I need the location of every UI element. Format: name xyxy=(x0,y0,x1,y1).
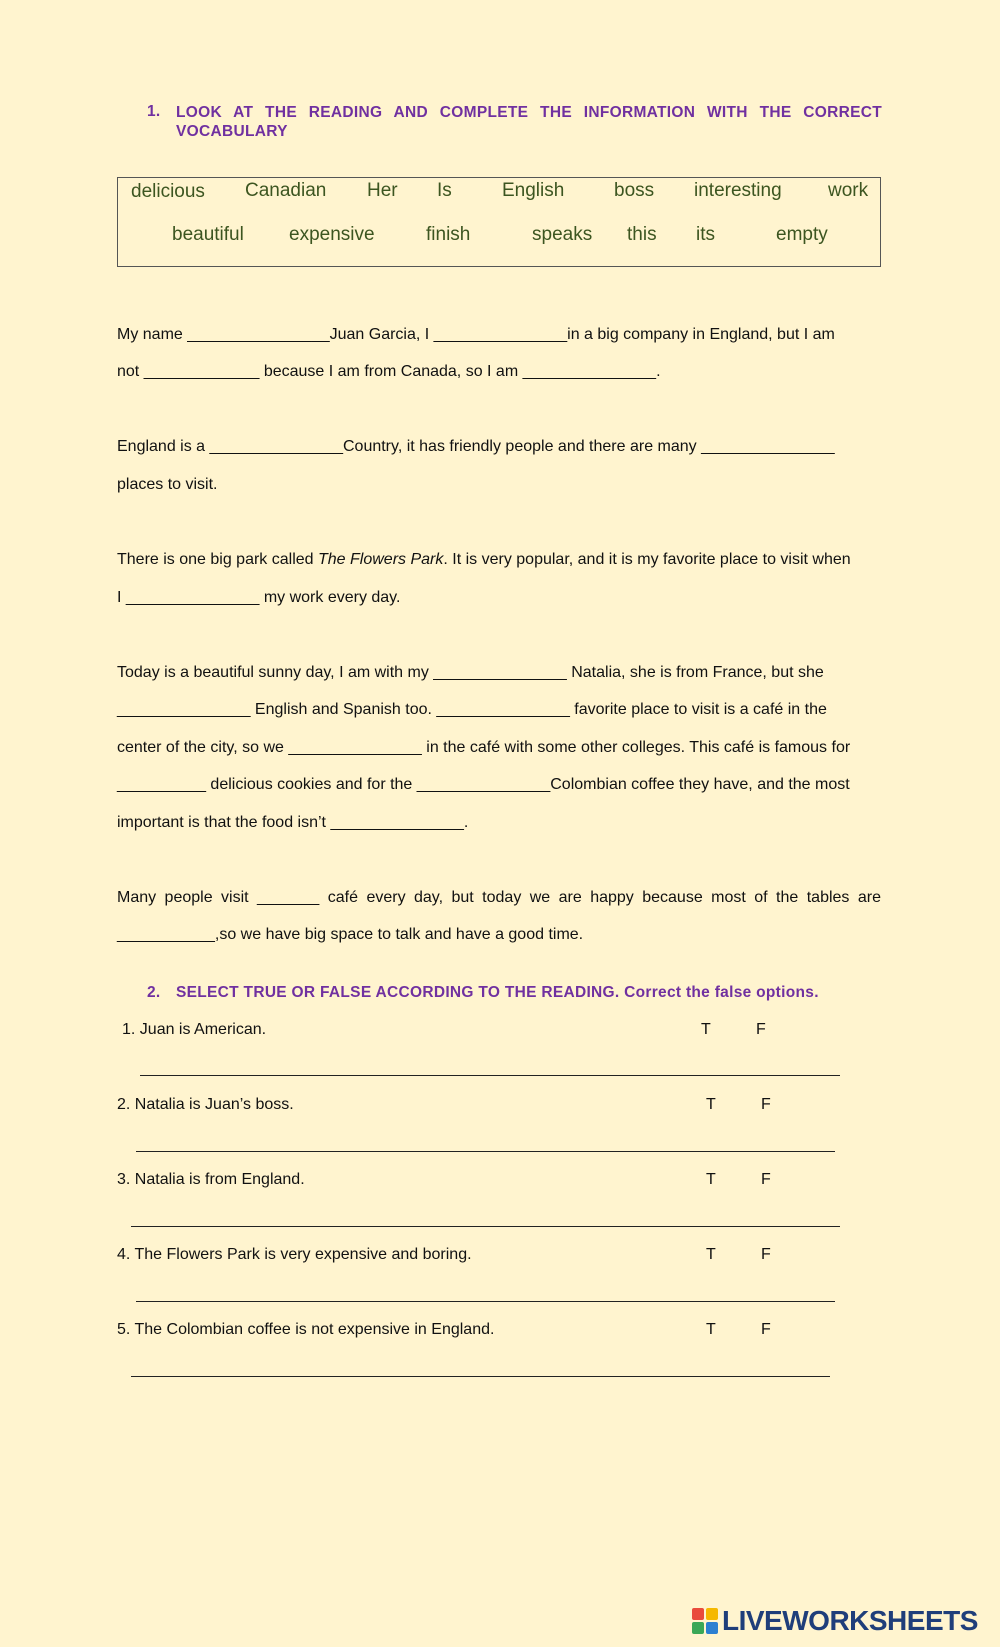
true-option[interactable]: T xyxy=(701,1021,711,1038)
answer-line[interactable] xyxy=(140,1075,840,1076)
vocab-word: Canadian xyxy=(245,180,327,201)
brand-name: LIVEWORKSHEETS xyxy=(722,1605,978,1636)
false-option[interactable]: F xyxy=(761,1246,771,1263)
vocabulary-box xyxy=(117,177,881,267)
true-option[interactable]: T xyxy=(706,1171,716,1188)
reading-line: center of the city, so we _______________ in the café with some other colleges. This café is famous for xyxy=(117,739,851,756)
reading-text: There is one big park called xyxy=(117,551,318,568)
question-text: 5. The Colombian coffee is not expensive in England. xyxy=(117,1321,495,1338)
vocab-word: empty xyxy=(776,224,828,245)
reading-line: places to visit. xyxy=(117,476,218,493)
question-text: 4. The Flowers Park is very expensive and boring. xyxy=(117,1246,472,1263)
vocab-word: expensive xyxy=(289,224,375,245)
section-1-number: 1. xyxy=(147,103,161,120)
question-text: 1. Juan is American. xyxy=(122,1021,267,1038)
vocab-word: delicious xyxy=(131,181,205,202)
reading-line: _______________ English and Spanish too. _______________ favorite place to visit is a café in the xyxy=(117,701,827,718)
reading-line xyxy=(117,551,851,569)
answer-line[interactable] xyxy=(136,1301,835,1302)
question-text: 3. Natalia is from England. xyxy=(117,1171,305,1188)
vocab-word: this xyxy=(627,224,657,245)
vocab-word: finish xyxy=(426,224,471,245)
reading-line: England is a _______________Country, it has friendly people and there are many _______________ xyxy=(117,438,835,455)
vocab-word: interesting xyxy=(694,180,782,201)
false-option[interactable]: F xyxy=(761,1321,771,1338)
liveworksheets-logo[interactable] xyxy=(692,1605,978,1637)
reading-line: Many people visit _______ café every day, but today we are happy because most of the tables are xyxy=(117,889,881,906)
vocab-word: beautiful xyxy=(172,224,244,245)
vocab-word: Is xyxy=(437,180,452,201)
vocab-word: speaks xyxy=(532,224,593,245)
reading-line: I _______________ my work every day. xyxy=(117,589,401,606)
liveworksheets-logo-icon xyxy=(692,1608,718,1634)
reading-text: . It is very popular, and it is my favorite place to visit when xyxy=(443,551,851,568)
reading-line: __________ delicious cookies and for the _______________Colombian coffee they have, and the most xyxy=(117,776,850,793)
true-option[interactable]: T xyxy=(706,1096,716,1113)
vocab-word: work xyxy=(828,180,869,201)
answer-line[interactable] xyxy=(131,1376,830,1377)
reading-line: not _____________ because I am from Canada, so I am _______________. xyxy=(117,363,661,380)
question-text: 2. Natalia is Juan’s boss. xyxy=(117,1096,294,1113)
vocab-word: Her xyxy=(367,180,398,201)
park-name: The Flowers Park xyxy=(318,551,444,568)
reading-line: My name ________________Juan Garcia, I _______________in a big company in England, but I am xyxy=(117,326,835,343)
true-option[interactable]: T xyxy=(706,1246,716,1263)
false-option[interactable]: F xyxy=(761,1171,771,1188)
reading-line: important is that the food isn’t _______________. xyxy=(117,814,469,831)
true-option[interactable]: T xyxy=(706,1321,716,1338)
reading-line: ___________,so we have big space to talk and have a good time. xyxy=(117,926,584,943)
vocab-word: its xyxy=(696,224,715,245)
section-1-title: LOOK AT THE READING AND COMPLETE THE INFORMATION WITH THE CORRECT VOCABULARY xyxy=(176,104,882,140)
section-2-number: 2. xyxy=(147,984,161,1001)
answer-line[interactable] xyxy=(136,1151,835,1152)
vocab-word: English xyxy=(502,180,565,201)
answer-line[interactable] xyxy=(131,1226,840,1227)
reading-line: Today is a beautiful sunny day, I am with my _______________ Natalia, she is from France, but she xyxy=(117,664,824,681)
section-2-title: SELECT TRUE OR FALSE ACCORDING TO THE READING. Correct the false options. xyxy=(176,984,819,1001)
vocab-word: boss xyxy=(614,180,655,201)
false-option[interactable]: F xyxy=(756,1021,766,1038)
false-option[interactable]: F xyxy=(761,1096,771,1113)
